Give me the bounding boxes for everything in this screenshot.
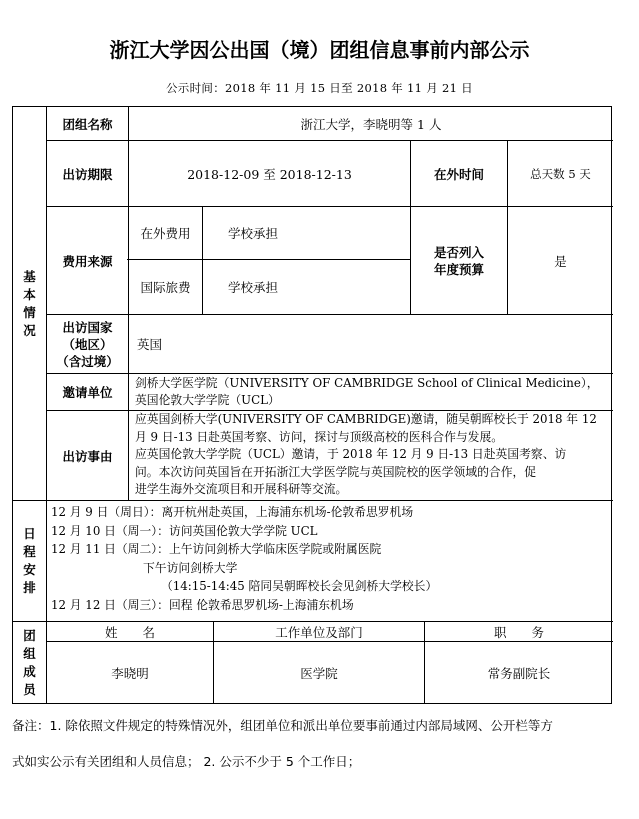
member-position: 常务副院长 <box>487 666 551 681</box>
budget-label: 是否列入 年度预算 <box>433 244 484 277</box>
abroad-cost-label: 在外费用 <box>140 226 191 241</box>
abroad-time-value: 总天数 5 天 <box>530 166 591 181</box>
members-label: 团 组 成 员 <box>23 628 36 697</box>
col-divider <box>202 206 203 314</box>
country-value: 英国 <box>137 337 163 352</box>
schedule-label: 日 程 安 排 <box>23 526 36 595</box>
members-header-name: 姓 名 <box>104 624 155 640</box>
abroad-time-label: 在外时间 <box>433 166 484 182</box>
budget-value: 是 <box>554 253 567 269</box>
purpose-value: 应英国剑桥大学(UNIVERSITY OF CAMBRIDGE)邀请，随吴朝晖校长于 2018 年 12 月 9 日-13 日赴英国考察、访问，探讨与顶级高校的医科合作与发展。 应英国伦敦大学学院（UCL）邀请，于 2018 年 12 月 9 日-13 日赴英国考察、访 问。本次访问英国旨在开拓浙江大学医学院与英国院校的医学领域的合作，促 进学生海外交流项目和开展科研等交流。 <box>135 412 597 496</box>
group-name-label: 团组名称 <box>62 116 113 132</box>
members-header-position: 职 务 <box>493 624 544 640</box>
notes-line-2: 式如实公示有关团组和人员信息； 2. 公示不少于 5 个工作日； <box>12 754 361 769</box>
period-value: 2018-12-09 至 2018-12-13 <box>187 166 352 182</box>
members-header-unit: 工作单位及部门 <box>275 624 363 640</box>
intl-travel-value: 学校承担 <box>228 280 279 295</box>
row-divider <box>47 373 613 374</box>
page-title: 浙江大学因公出国（境）团组信息事前内部公示 <box>109 38 530 62</box>
publish-time: 公示时间：2018 年 11 月 15 日至 2018 年 11 月 21 日 <box>166 81 473 95</box>
country-label: 出访国家 （地区） （含过境） <box>56 319 119 369</box>
group-name-value: 浙江大学，李晓明等 1 人 <box>300 116 442 132</box>
inviter-label: 邀请单位 <box>62 385 113 400</box>
member-name: 李晓明 <box>111 666 149 681</box>
intl-travel-label: 国际旅费 <box>140 280 191 295</box>
schedule-content: 12 月 9 日（周日）：离开杭州赴英国，上海浦东机场-伦敦希思罗机场 12 月 10 日（周一）：访问英国伦敦大学学院 UCL 12 月 11 日（周二）：上午访问剑桥大学临床医学院或附属医院 下午访问剑桥大学 （14:15-14:45 陪同吴朝晖校长会见剑桥大学校长） 12 月 12 日（周三）：回程 伦敦希思罗机场-上海浦东机场 <box>51 505 438 612</box>
inviter-value: 剑桥大学医学院（UNIVERSITY OF CAMBRIDGE School of Clinical Medicine）， 英国伦敦大学学院（UCL） <box>135 376 599 407</box>
basic-info-label: 基 本 情 况 <box>23 268 36 338</box>
abroad-cost-value: 学校承担 <box>228 226 279 241</box>
info-table <box>12 106 612 704</box>
row-divider <box>13 500 613 501</box>
notes-line-1: 备注：1. 除依照文件规定的特殊情况外，组团单位和派出单位要事前通过内部局域网、公开栏等方 <box>12 718 553 733</box>
funding-label: 费用来源 <box>62 253 113 269</box>
period-label: 出访期限 <box>62 166 113 182</box>
member-unit: 医学院 <box>300 666 338 681</box>
purpose-label: 出访事由 <box>62 448 113 464</box>
